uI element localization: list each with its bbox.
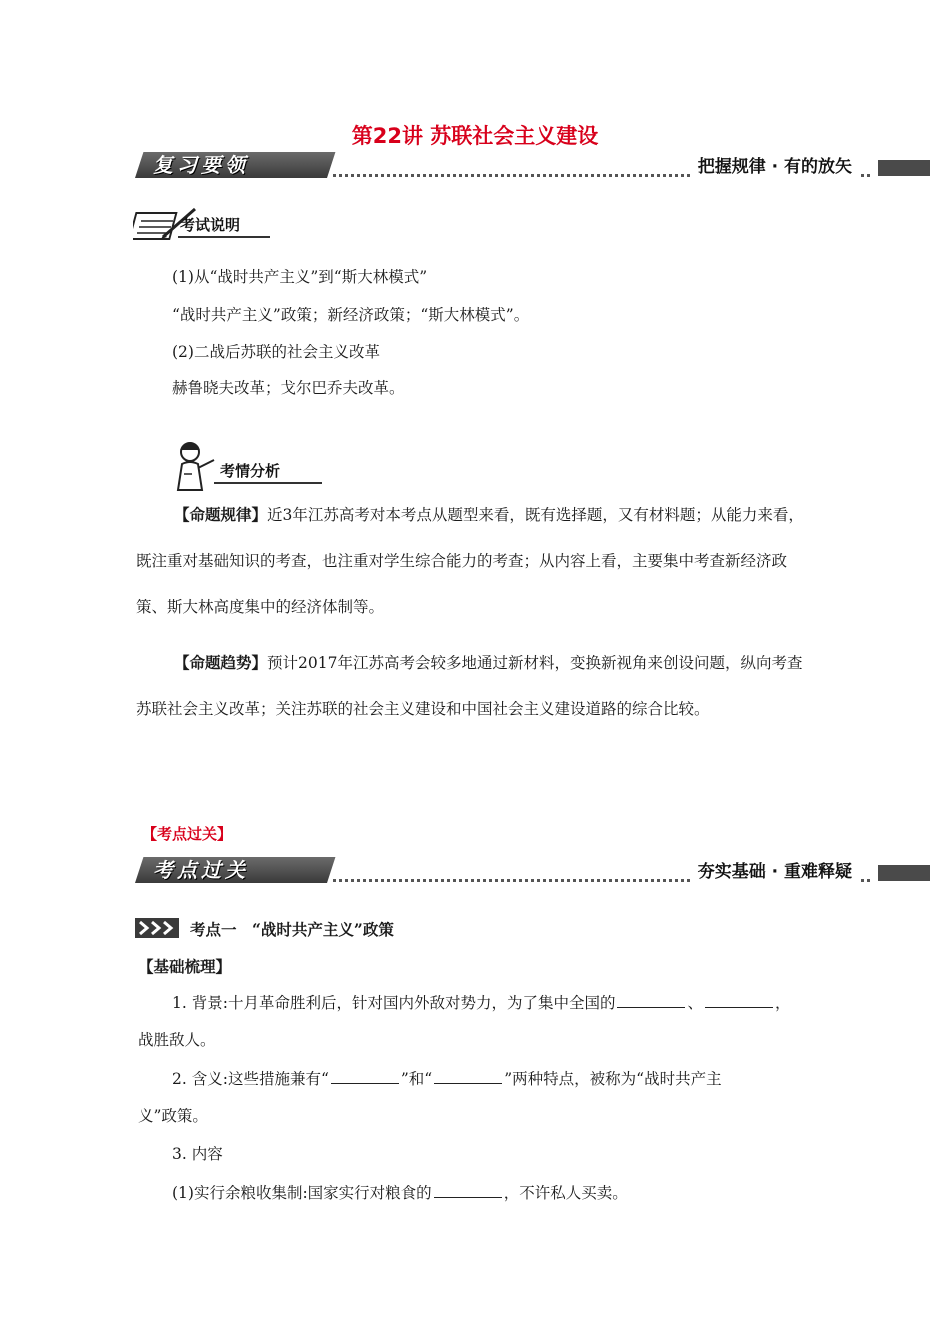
banner-end-bar (878, 865, 930, 881)
item3-heading: 3. 内容 (172, 1145, 223, 1163)
trend-tag: 【命题趋势】 (174, 653, 268, 672)
kaodian-tag: 【考点过关】 (142, 825, 233, 843)
blank-4[interactable] (434, 1067, 502, 1084)
item1-line-2: 战胜敌人。 (138, 1031, 216, 1049)
analysis-underline (214, 482, 322, 484)
banner-right-text: 把握规律 · 有的放矢 (692, 152, 858, 177)
banner-left-text: 考点过关 (153, 858, 249, 882)
item2-line-2: 义”政策。 (138, 1107, 208, 1125)
point1-heading: 考点一 “战时共产主义”政策 (190, 920, 394, 939)
item3-1-text-b: ，不许私人买卖。 (503, 1184, 628, 1202)
item2-text-c: ”两种特点，被称为“战时共产主 (504, 1070, 722, 1088)
section-banner-review (135, 148, 930, 180)
analysis-label: 考情分析 (220, 462, 281, 480)
banner-right-text: 夯实基础 · 重难释疑 (692, 857, 858, 882)
banner-end-bar (878, 160, 930, 176)
item2-mid: ”和“ (400, 1070, 433, 1088)
exam-desc-line-4: 赫鲁晓夫改革；戈尔巴乔夫改革。 (172, 379, 405, 397)
exam-desc-line-2: “战时共产主义”政策；新经济政策；“斯大林模式”。 (172, 306, 530, 324)
item1-line-1 (172, 991, 790, 1014)
triple-chevron-icon (135, 918, 179, 938)
exam-desc-line-3: (2)二战后苏联的社会主义改革 (172, 343, 380, 361)
item1-text-a: 1. 背景:十月革命胜利后，针对国内外敌对势力，为了集中全国的 (172, 994, 616, 1012)
rule-tag: 【命题规律】 (174, 505, 268, 524)
blank-3[interactable] (331, 1067, 399, 1084)
exam-desc-underline (178, 236, 270, 238)
exam-desc-label: 考试说明 (180, 216, 241, 234)
banner-left-text: 复习要领 (153, 153, 249, 177)
basics-tag: 【基础梳理】 (138, 957, 232, 976)
section-banner-points (135, 853, 930, 885)
item2-line-1 (172, 1067, 722, 1090)
trend-paragraph (136, 640, 816, 732)
item1-sep: 、 (687, 994, 703, 1012)
trend-text: 预计2017年江苏高考会较多地通过新材料，变换新视角来创设问题，纵向考查苏联社会主义改革；关注苏联的社会主义建设和中国社会主义建设道路的综合比较。 (136, 654, 803, 718)
item3-1-text-a: (1)实行余粮收集制:国家实行对粮食的 (172, 1184, 432, 1202)
blank-5[interactable] (434, 1181, 502, 1198)
teacher-figure-icon (168, 438, 218, 494)
item3-1-line (172, 1181, 628, 1204)
blank-1[interactable] (617, 991, 685, 1008)
blank-2[interactable] (705, 991, 773, 1008)
rule-text: 近3年江苏高考对本考点从题型来看，既有选择题，又有材料题；从能力来看，既注重对基础知识的考查，也注重对学生综合能力的考查；从内容上看，主要集中考查新经济政策、斯大林高度集中的经济体制等。 (136, 506, 804, 616)
item2-text-a: 2. 含义:这些措施兼有“ (172, 1070, 329, 1088)
page-title: 第22讲 苏联社会主义建设 (351, 124, 599, 148)
item1-end: ， (774, 994, 791, 1012)
rule-paragraph (136, 492, 816, 630)
exam-desc-line-1: (1)从“战时共产主义”到“斯大林模式” (172, 268, 428, 286)
